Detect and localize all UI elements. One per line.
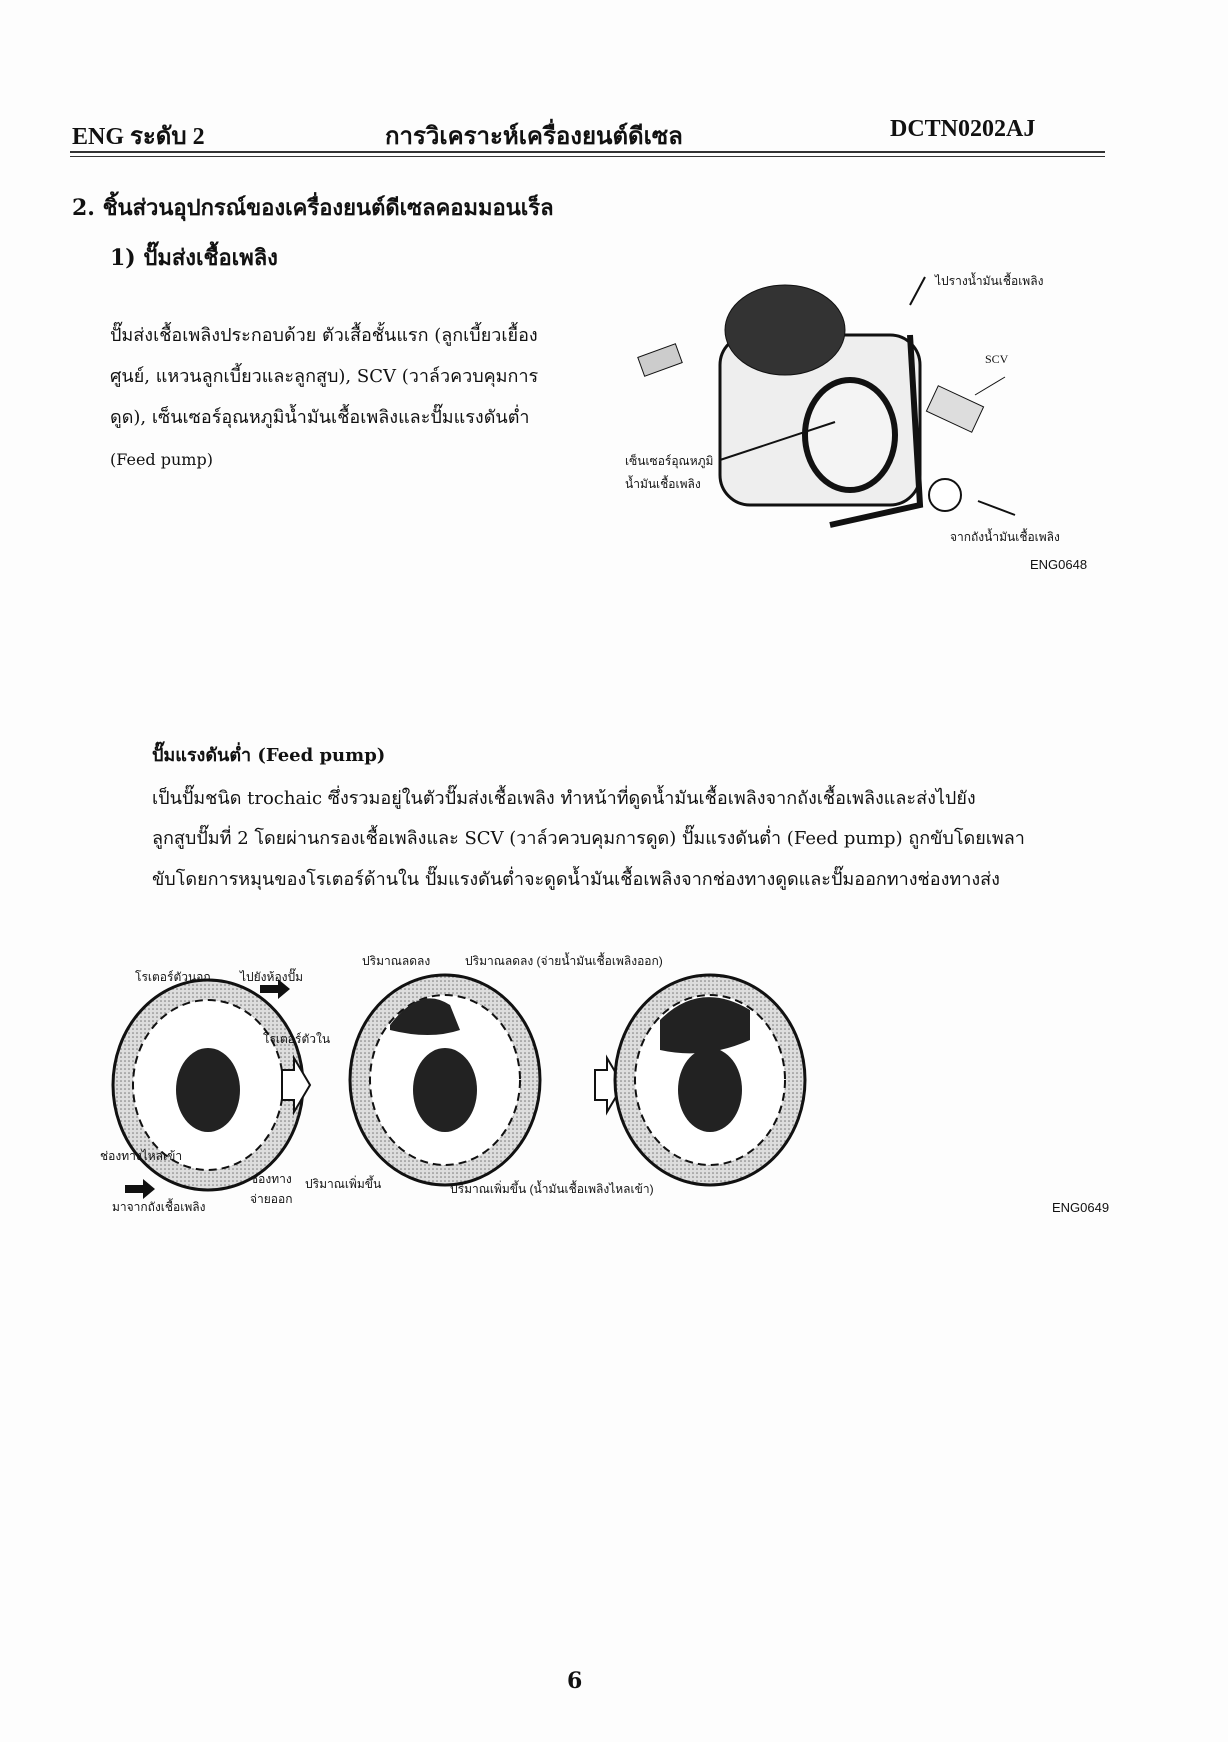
label-outlet-port: ช่องทาง [250,1172,292,1186]
label-inner-rotor: โรเตอร์ตัวใน [263,1032,331,1046]
label-volume-decrease-out: ปริมาณลดลง (จ่ายน้ำมันเชื้อเพลิงออก) [465,954,663,968]
section-heading: 2. ชิ้นส่วนอุปกรณ์ของเครื่องยนต์ดีเซลคอมมอนเร็ล [72,195,554,221]
paragraph-line: ศูนย์, แหวนลูกเบี้ยวและลูกสูบ), SCV (วาล์วควบคุมการ [110,366,539,387]
header-title: การวิเคราะห์เครื่องยนต์ดีเซล [385,124,683,150]
rotor-stage-3 [615,975,805,1185]
paragraph-line: เป็นปั๊มชนิด trochaic ซึ่งรวมอยู่ในตัวปั๊มส่งเชื้อเพลิง ทำหน้าที่ดูดน้ำมันเชื้อเพลิงจากถังเชื้อเพลิงและส่งไปยัง [152,788,976,809]
paragraph-line: ดูด), เซ็นเซอร์อุณหภูมิน้ำมันเชื้อเพลิงและปั๊มแรงดันต่ำ [110,407,530,428]
label-from-fuel-tank: มาจากถังเชื้อเพลิง [112,1200,206,1214]
feed-pump-heading: ปั๊มแรงดันต่ำ (Feed pump) [152,745,386,766]
label-fuel-temp-sensor: เซ็นเซอร์อุณหภูมิ [625,454,714,468]
paragraph-line: ลูกสูบปั๊มที่ 2 โดยผ่านกรองเชื้อเพลิงและ SCV (วาล์วควบคุมการดูด) ปั๊มแรงดันต่ำ (Feed pump) ถูกขับโดยเพลา [152,828,1025,849]
label-outer-rotor: โรเตอร์ตัวนอก [135,970,211,984]
label-volume-increase-in: ปริมาณเพิ่มขึ้น (น้ำมันเชื้อเพลิงไหลเข้า) [450,1182,654,1196]
header-course: ENG ระดับ 2 [72,124,205,150]
label-to-pump-chamber: ไปยังห้องปั๊ม [240,970,304,984]
paragraph-line: ขับโดยการหมุนของโรเตอร์ด้านใน ปั๊มแรงดันต่ำจะดูดน้ำมันเชื้อเพลิงจากช่องทางดูดและปั๊มออกทางช่องทางส่ง [152,869,1000,890]
label-volume-increase: ปริมาณเพิ่มขึ้น [305,1177,382,1191]
label-outlet-port-2: จ่ายออก [250,1192,293,1206]
label-from-fuel-tank: จากถังน้ำมันเชื้อเพลิง [950,530,1060,544]
paragraph-line: ปั๊มส่งเชื้อเพลิงประกอบด้วย ตัวเสื้อชั้นแรก (ลูกเบี้ยวเยื้อง [110,325,538,346]
subsection-heading: 1) ปั๊มส่งเชื้อเพลิง [110,245,278,271]
label-to-fuel-rail: ไปรางน้ำมันเชื้อเพลิง [935,274,1044,288]
label-volume-decrease: ปริมาณลดลง [362,954,431,968]
paragraph-line: (Feed pump) [110,450,213,469]
rotor-stage-2 [350,975,540,1185]
supply-pump-illustration [620,265,1100,565]
header-rule [70,151,1105,153]
label-inlet-port: ช่องทางไหลเข้า [100,1149,183,1163]
label-scv: SCV [985,352,1009,366]
figure-code: ENG0648 [1030,557,1088,572]
page-number: 6 [567,1668,583,1694]
label-fuel-temp-sensor-2: น้ำมันเชื้อเพลิง [625,477,701,491]
header-code: DCTN0202AJ [890,116,1036,142]
figure-code: ENG0649 [1052,1200,1110,1215]
inflow-arrow-icon [125,1179,155,1199]
header-rule-thin [70,156,1105,157]
